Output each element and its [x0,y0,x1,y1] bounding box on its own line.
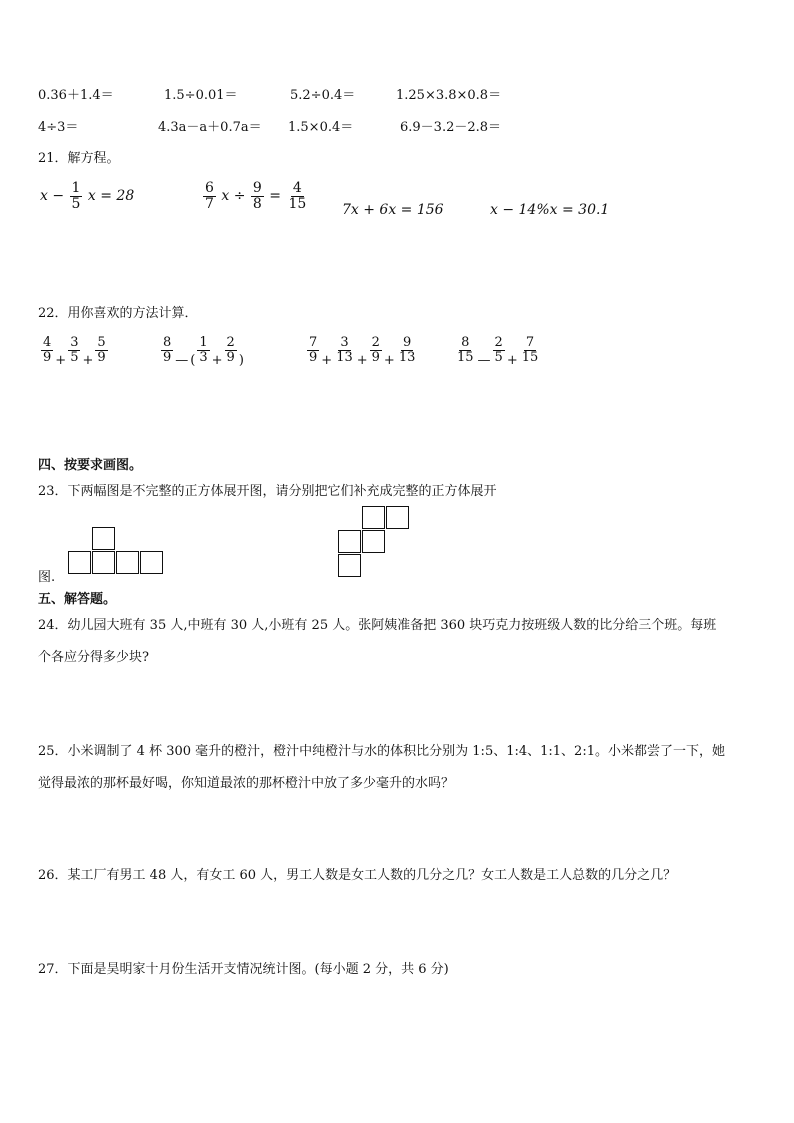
numerator: 7 [309,335,318,350]
operator: + [506,352,518,368]
net-square [386,506,409,529]
denominator: 3 [199,349,208,365]
expression-4 [454,336,541,368]
denominator: 15 [457,349,474,365]
numerator: 4 [43,335,52,350]
operator: + [321,352,333,368]
calc-item: 1.25×3.8×0.8＝ [396,88,502,103]
net-square [140,551,163,574]
operator: + [383,352,395,368]
calc-item: 5.2÷0.4＝ [290,88,356,103]
eq2-equals: = [269,188,282,205]
calc-item: 1.5×0.4＝ [288,120,354,135]
net-square [338,554,361,577]
question-25-line-1: 25．小米调制了 4 杯 300 毫升的橙汁，橙汁中纯橙汁与水的体积比分别为 1:5、1:4、1:1、2:1。小米都尝了一下，她 [38,744,725,759]
fraction [251,181,264,211]
numerator: 2 [494,335,503,350]
equation-3: 7x + 6x = 156 [342,202,444,218]
expression-3 [306,336,418,368]
numerator: 3 [70,335,79,350]
denominator: 8 [252,195,262,212]
numerator: 2 [371,335,380,350]
eq2-mid: x ÷ [221,188,246,205]
operator: ( [190,352,196,368]
numerator: 6 [205,180,214,196]
question-25-line-2: 觉得最浓的那杯最好喝，你知道最浓的那杯橙汁中放了多少毫升的水吗？ [38,776,455,791]
calc-item: 4.3a－a＋0.7a＝ [158,120,262,135]
question-24-line-2: 个各应分得多少块? [38,650,149,665]
fraction [70,181,83,211]
net-square [92,527,115,550]
numerator: 3 [340,335,349,350]
numerator: 1 [71,180,81,196]
question-23-title: 23．下两幅图是不完整的正方体展开图，请分别把它们补充成完整的正方体展开 [38,484,497,499]
question-22-title: 22．用你喜欢的方法计算． [38,306,198,321]
operator: + [55,352,67,368]
net-square [92,551,115,574]
equation-4: x − 14%x = 30.1 [490,202,610,218]
denominator: 9 [43,349,52,365]
net-square [338,530,361,553]
numerator: 4 [292,180,302,196]
denominator: 13 [398,349,416,365]
denominator: 13 [336,349,353,365]
net-square [362,506,385,529]
question-21-title: 21．解方程。 [38,151,120,166]
expression-2 [160,336,245,368]
question-24-line-1: 24．幼儿园大班有 35 人,中班有 30 人,小班有 25 人。张阿姨准备把 360 块巧克力按班级人数的比分给三个班。每班 [38,618,717,633]
question-27-line-1: 27．下面是昊明家十月份生活开支情况统计图。(每小题 2 分，共 6 分) [38,962,449,977]
denominator: 5 [494,349,503,365]
numerator: 9 [252,180,262,196]
denominator: 9 [309,349,318,365]
calc-item: 6.9－3.2－2.8＝ [400,120,502,135]
operator: + [82,352,94,368]
denominator: 9 [226,349,235,365]
numerator: 5 [97,335,106,350]
equation-1 [40,181,134,211]
denominator: 5 [70,349,79,365]
operator: + [211,352,223,368]
denominator: 9 [97,349,106,365]
numerator: 1 [199,335,208,350]
calc-item: 1.5÷0.01＝ [164,88,238,103]
denominator: 9 [163,349,172,365]
net-square [116,551,139,574]
section-5-heading: 五、解答题。 [38,592,117,607]
expression-1 [40,336,109,368]
denominator: 7 [205,195,214,212]
eq1-tail: x = 28 [87,188,135,205]
fraction [203,181,216,211]
operator: — [175,352,189,368]
denominator: 15 [288,195,307,212]
numerator: 7 [525,335,535,350]
operator: ) [238,352,244,368]
operator: — [477,352,491,368]
net-square [362,530,385,553]
equation-2 [202,181,309,211]
denominator: 5 [71,195,81,212]
calc-item: 4÷3＝ [38,120,79,135]
section-4-heading: 四、按要求画图。 [38,458,143,473]
denominator: 15 [521,349,539,365]
denominator: 9 [371,349,380,365]
calc-item: 0.36＋1.4＝ [38,88,114,103]
net-square [68,551,91,574]
numerator: 2 [226,335,235,350]
numerator: 8 [461,335,470,350]
operator: + [356,352,368,368]
fraction [286,181,308,211]
numerator: 8 [163,335,172,350]
question-23-tail: 图. [38,570,56,585]
question-26-line-1: 26．某工厂有男工 48 人，有女工 60 人，男工人数是女工人数的几分之几？女工人数是工人总数的几分之几？ [38,868,677,883]
eq1-lead: x − [40,188,65,205]
numerator: 9 [402,335,412,350]
